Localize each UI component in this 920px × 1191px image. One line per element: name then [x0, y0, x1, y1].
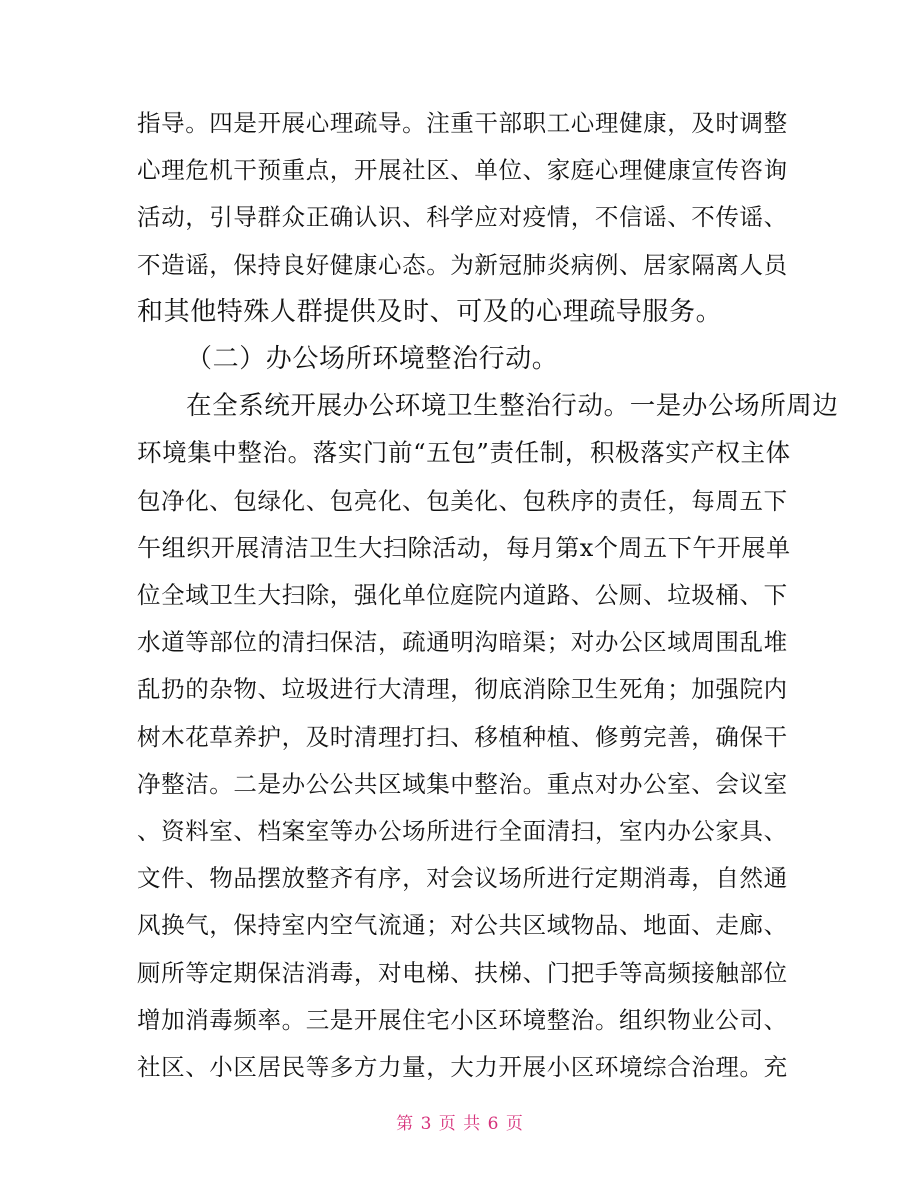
body-line-10: 午组织开展清洁卫生大扫除活动，每月第x个周五下午开展单	[137, 533, 791, 562]
body-line-8: 环境集中整治。落实门前“五包”责任制，积极落实产权主体	[137, 438, 791, 468]
body-line-16: 、资料室、档案室等办公场所进行全面清扫，室内办公家具、	[137, 817, 788, 845]
body-line-19: 厕所等定期保洁消毒，对电梯、扶梯、门把手等高频接触部位	[137, 958, 788, 987]
body-line-11: 位全域卫生大扫除，强化单位庭院内道路、公厕、垃圾桶、下	[137, 581, 788, 609]
body-line-13: 乱扔的杂物、垃圾进行大清理，彻底消除卫生死角；加强院内	[137, 675, 788, 704]
body-line-7: 在全系统开展办公环境卫生整治行动。一是办公场所周边	[186, 391, 839, 422]
section-heading: （二）办公场所环境整治行动。	[186, 344, 559, 374]
body-line-9: 包净化、包绿化、包亮化、包美化、包秩序的责任，每周五下	[137, 486, 788, 515]
body-line-12: 水道等部位的清扫保洁，疏通明沟暗渠；对办公区域周围乱堆	[137, 628, 788, 657]
body-line-21: 社区、小区居民等多方力量，大力开展小区环境综合治理。充	[137, 1053, 788, 1081]
body-line-20: 增加消毒频率。三是开展住宅小区环境整治。组织物业公司、	[137, 1005, 788, 1034]
body-line-14: 树木花草养护，及时清理打扫、移植种植、修剪完善，确保干	[137, 722, 788, 751]
body-line-1: 指导。四是开展心理疏导。注重干部职工心理健康，及时调整	[137, 109, 788, 137]
body-line-3: 活动，引导群众正确认识、科学应对疫情，不信谣、不传谣、	[137, 203, 788, 232]
page-number-footer: 第 3 页 共 6 页	[396, 1114, 524, 1134]
body-line-15: 净整洁。二是办公公共区域集中整治。重点对办公室、会议室	[137, 769, 788, 798]
body-line-4: 不造谣，保持良好健康心态。为新冠肺炎病例、居家隔离人员	[137, 250, 788, 279]
body-line-2: 心理危机干预重点，开展社区、单位、家庭心理健康宣传咨询	[137, 156, 788, 185]
body-line-18: 风换气，保持室内空气流通；对公共区域物品、地面、走廊、	[137, 911, 788, 940]
body-line-5: 和其他特殊人群提供及时、可及的心理疏导服务。	[137, 296, 723, 327]
body-line-17: 文件、物品摆放整齐有序，对会议场所进行定期消毒，自然通	[137, 864, 788, 893]
